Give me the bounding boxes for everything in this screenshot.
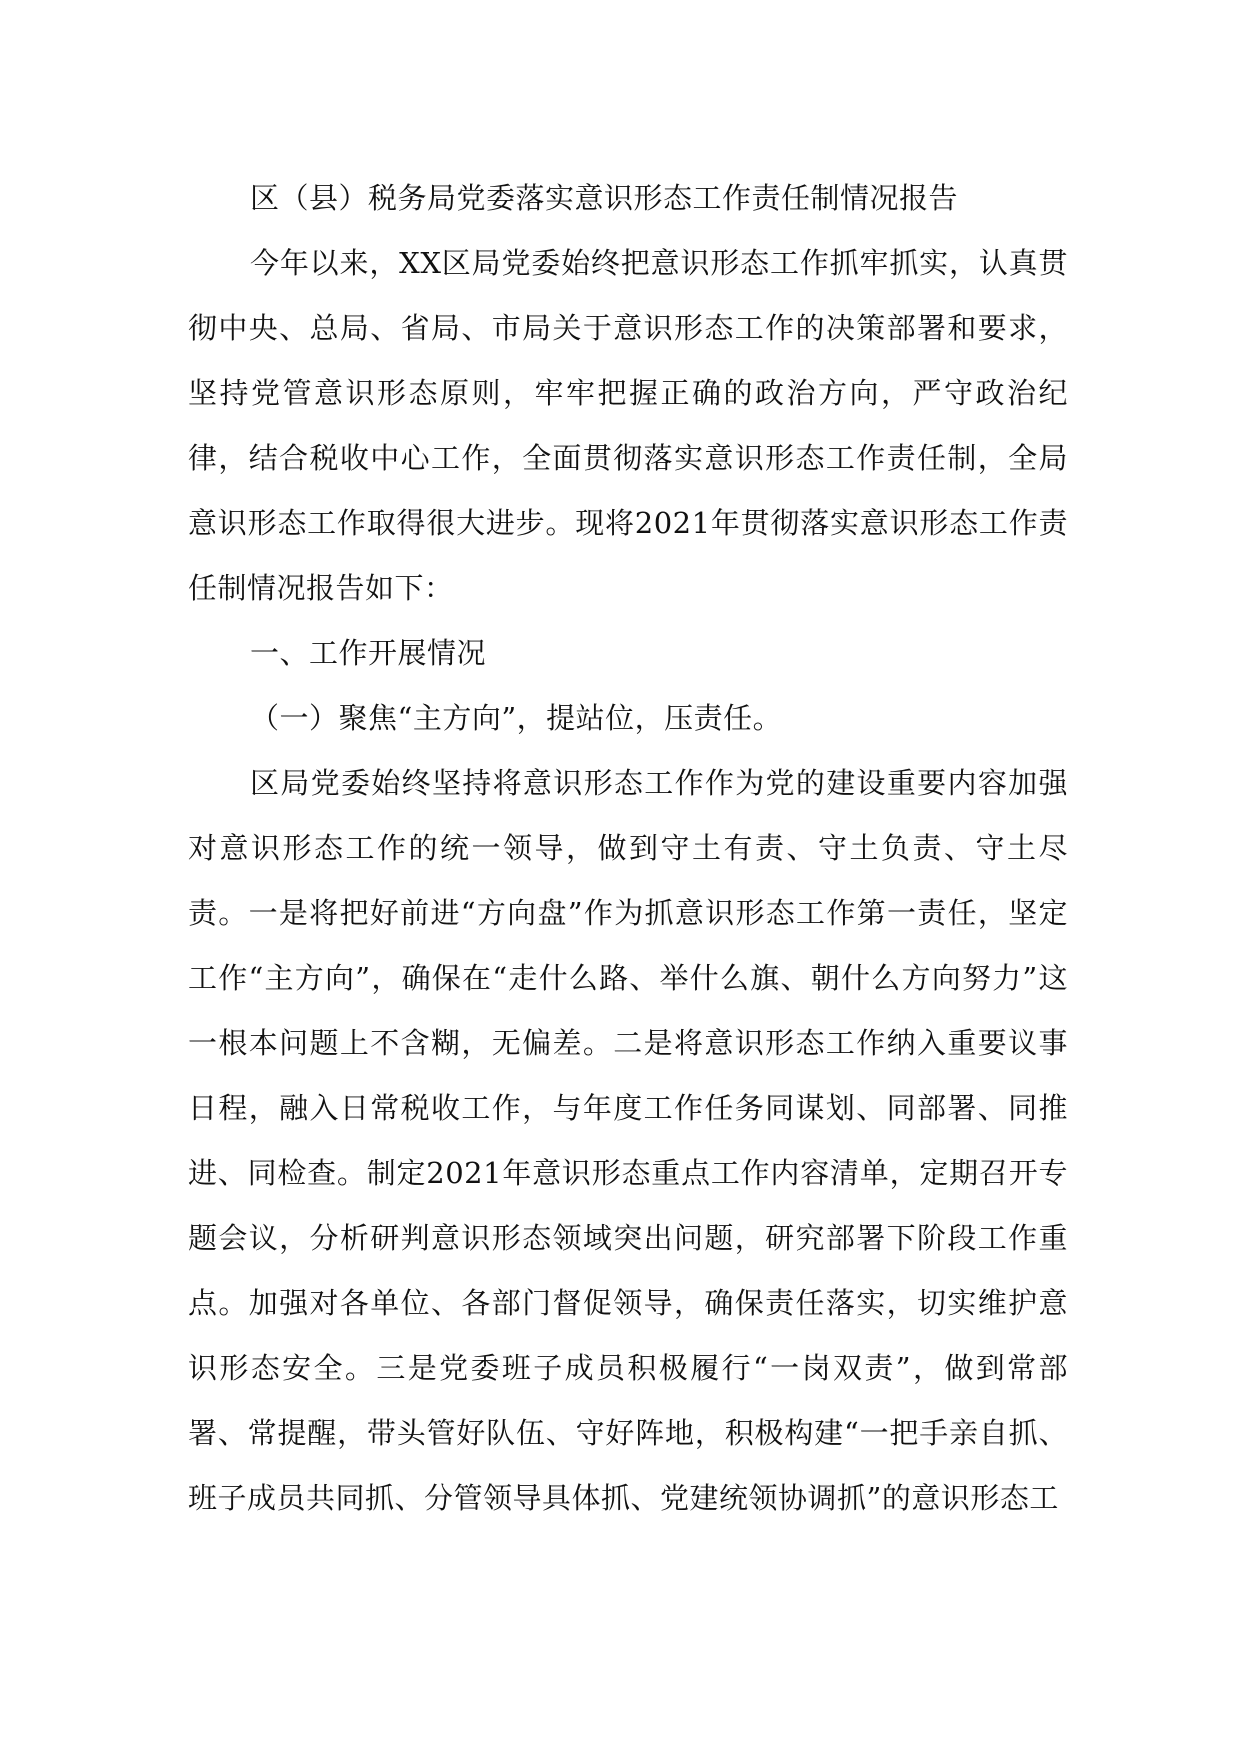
intro-paragraph: 今年以来，XX区局党委始终把意识形态工作抓牢抓实，认真贯彻中央、总局、省局、市局关于意识形态工作的决策部署和要求，坚持党管意识形态原则，牢牢把握正确的政治方向，严守政治纪律，结合税收中心工作，全面贯彻落实意识形态工作责任制，全局意识形态工作取得很大进步。现将2021年贯彻落实意识形态工作责任制情况报告如下： — [188, 246, 1068, 605]
body-paragraph: 区局党委始终坚持将意识形态工作作为党的建设重要内容加强对意识形态工作的统一领导，做到守土有责、守土负责、守土尽责。一是将把好前进“方向盘”作为抓意识形态工作第一责任，坚定工作“主方向”，确保在“走什么路、举什么旗、朝什么方向努力”这一根本问题上不含糊，无偏差。二是将意识形态工作纳入重要议事日程，融入日常税收工作，与年度工作任务同谋划、同部署、同推进、同检查。制定2021年意识形态重点工作内容清单，定期召开专题会议，分析研判意识形态领域突出问题，研究部署下阶段工作重点。加强对各单位、各部门督促领导，确保责任落实，切实维护意识形态安全。三是党委班子成员积极履行“一岗双责”，做到常部署、常提醒，带头管好队伍、守好阵地，积极构建“一把手亲自抓、班子成员共同抓、分管领导具体抓、党建统领协调抓”的意识形态工 — [188, 766, 1068, 1515]
section-heading: 一、工作开展情况 — [250, 636, 487, 670]
document-body — [188, 166, 1068, 1531]
subsection-heading: （一）聚焦“主方向”，提站位，压责任。 — [250, 701, 783, 735]
document-title: 区（县）税务局党委落实意识形态工作责任制情况报告 — [250, 181, 959, 215]
